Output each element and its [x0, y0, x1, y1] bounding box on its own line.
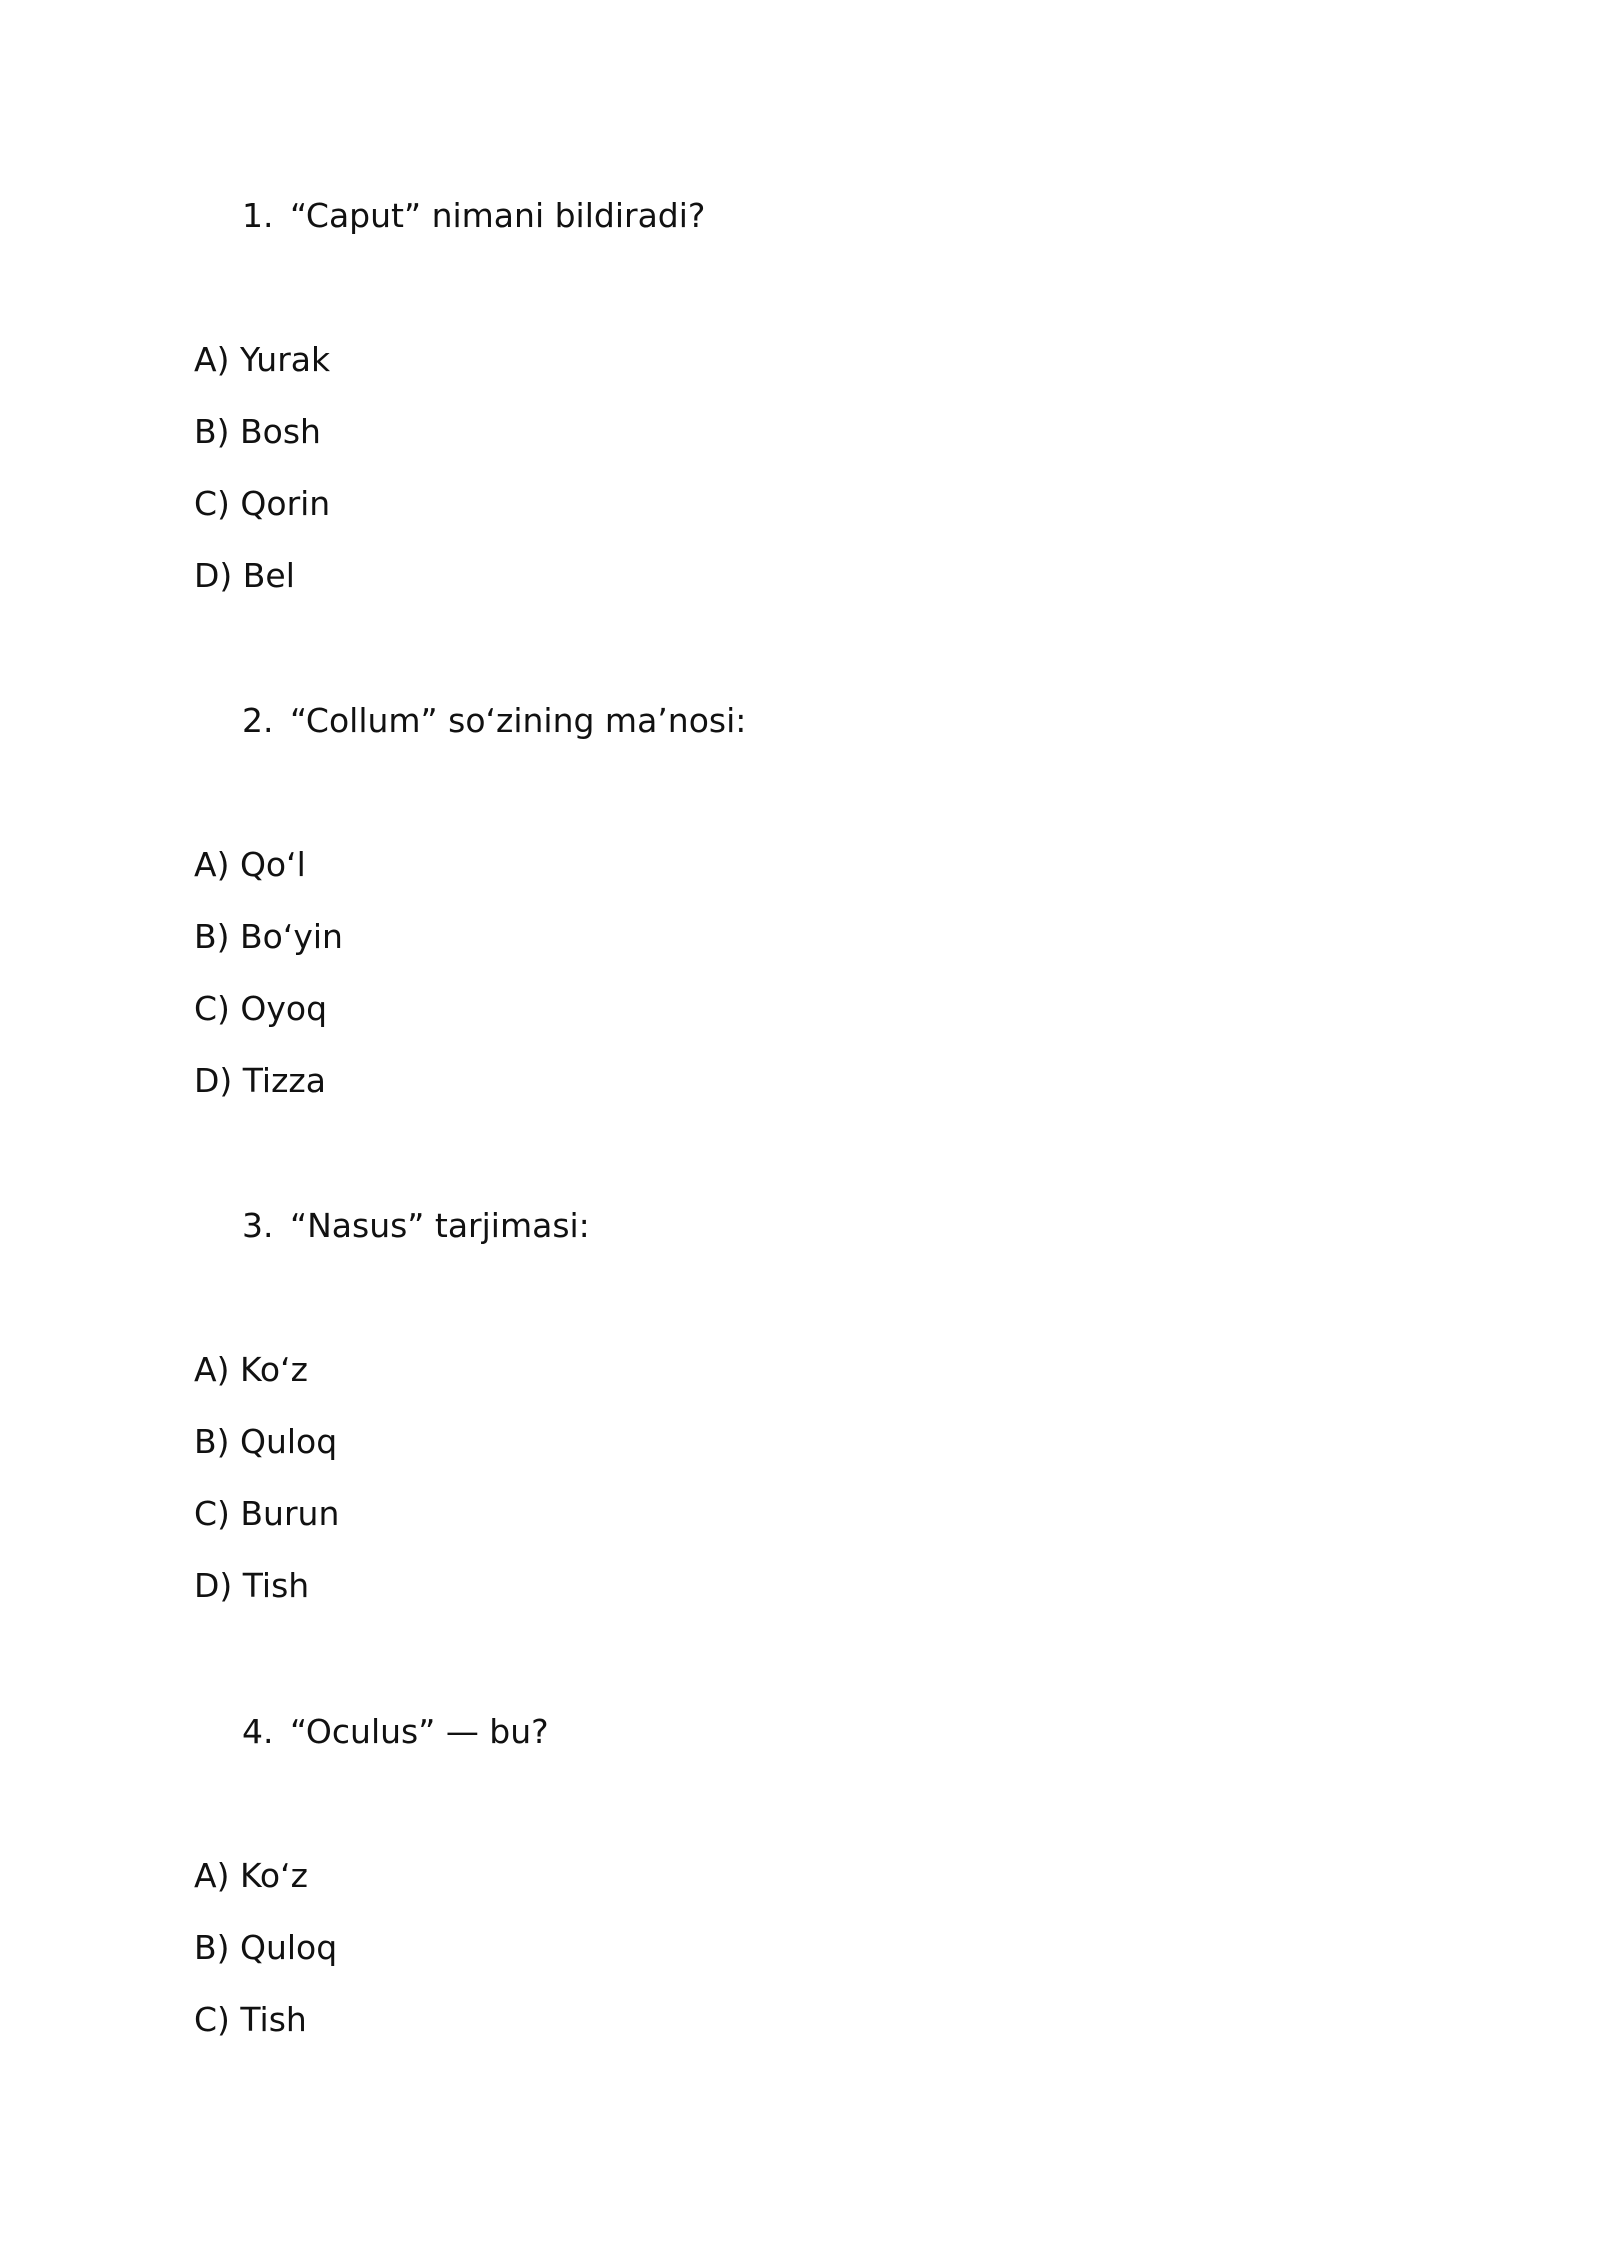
question-number: 4. — [242, 1712, 274, 1751]
question-title — [242, 1712, 549, 1752]
answer-option-c: C) Tish — [194, 2000, 307, 2039]
question-text: “Nasus” tarjimasi: — [290, 1206, 590, 1245]
answer-option-d: D) Bel — [194, 556, 295, 595]
question-number: 2. — [242, 701, 274, 740]
answer-option-b: B) Bo‘yin — [194, 917, 343, 956]
answer-option-b: B) Bosh — [194, 412, 321, 451]
answer-option-c: C) Oyoq — [194, 989, 328, 1028]
answer-option-a: A) Qo‘l — [194, 845, 306, 884]
question-title — [242, 1206, 590, 1246]
answer-option-a: A) Ko‘z — [194, 1350, 308, 1389]
question-number: 1. — [242, 196, 274, 235]
answer-option-c: C) Qorin — [194, 484, 331, 523]
answer-option-d: D) Tizza — [194, 1061, 326, 1100]
answer-option-b: B) Quloq — [194, 1422, 338, 1461]
answer-option-a: A) Ko‘z — [194, 1856, 308, 1895]
answer-option-a: A) Yurak — [194, 340, 331, 379]
question-text: “Collum” so‘zining ma’nosi: — [290, 701, 747, 740]
question-text: “Caput” nimani bildiradi? — [290, 196, 706, 235]
answer-option-c: C) Burun — [194, 1494, 340, 1533]
question-number: 3. — [242, 1206, 274, 1245]
answer-option-d: D) Tish — [194, 1566, 310, 1605]
question-title — [242, 701, 746, 741]
question-text: “Oculus” — bu? — [290, 1712, 549, 1751]
question-title — [242, 196, 705, 236]
answer-option-b: B) Quloq — [194, 1928, 338, 1967]
